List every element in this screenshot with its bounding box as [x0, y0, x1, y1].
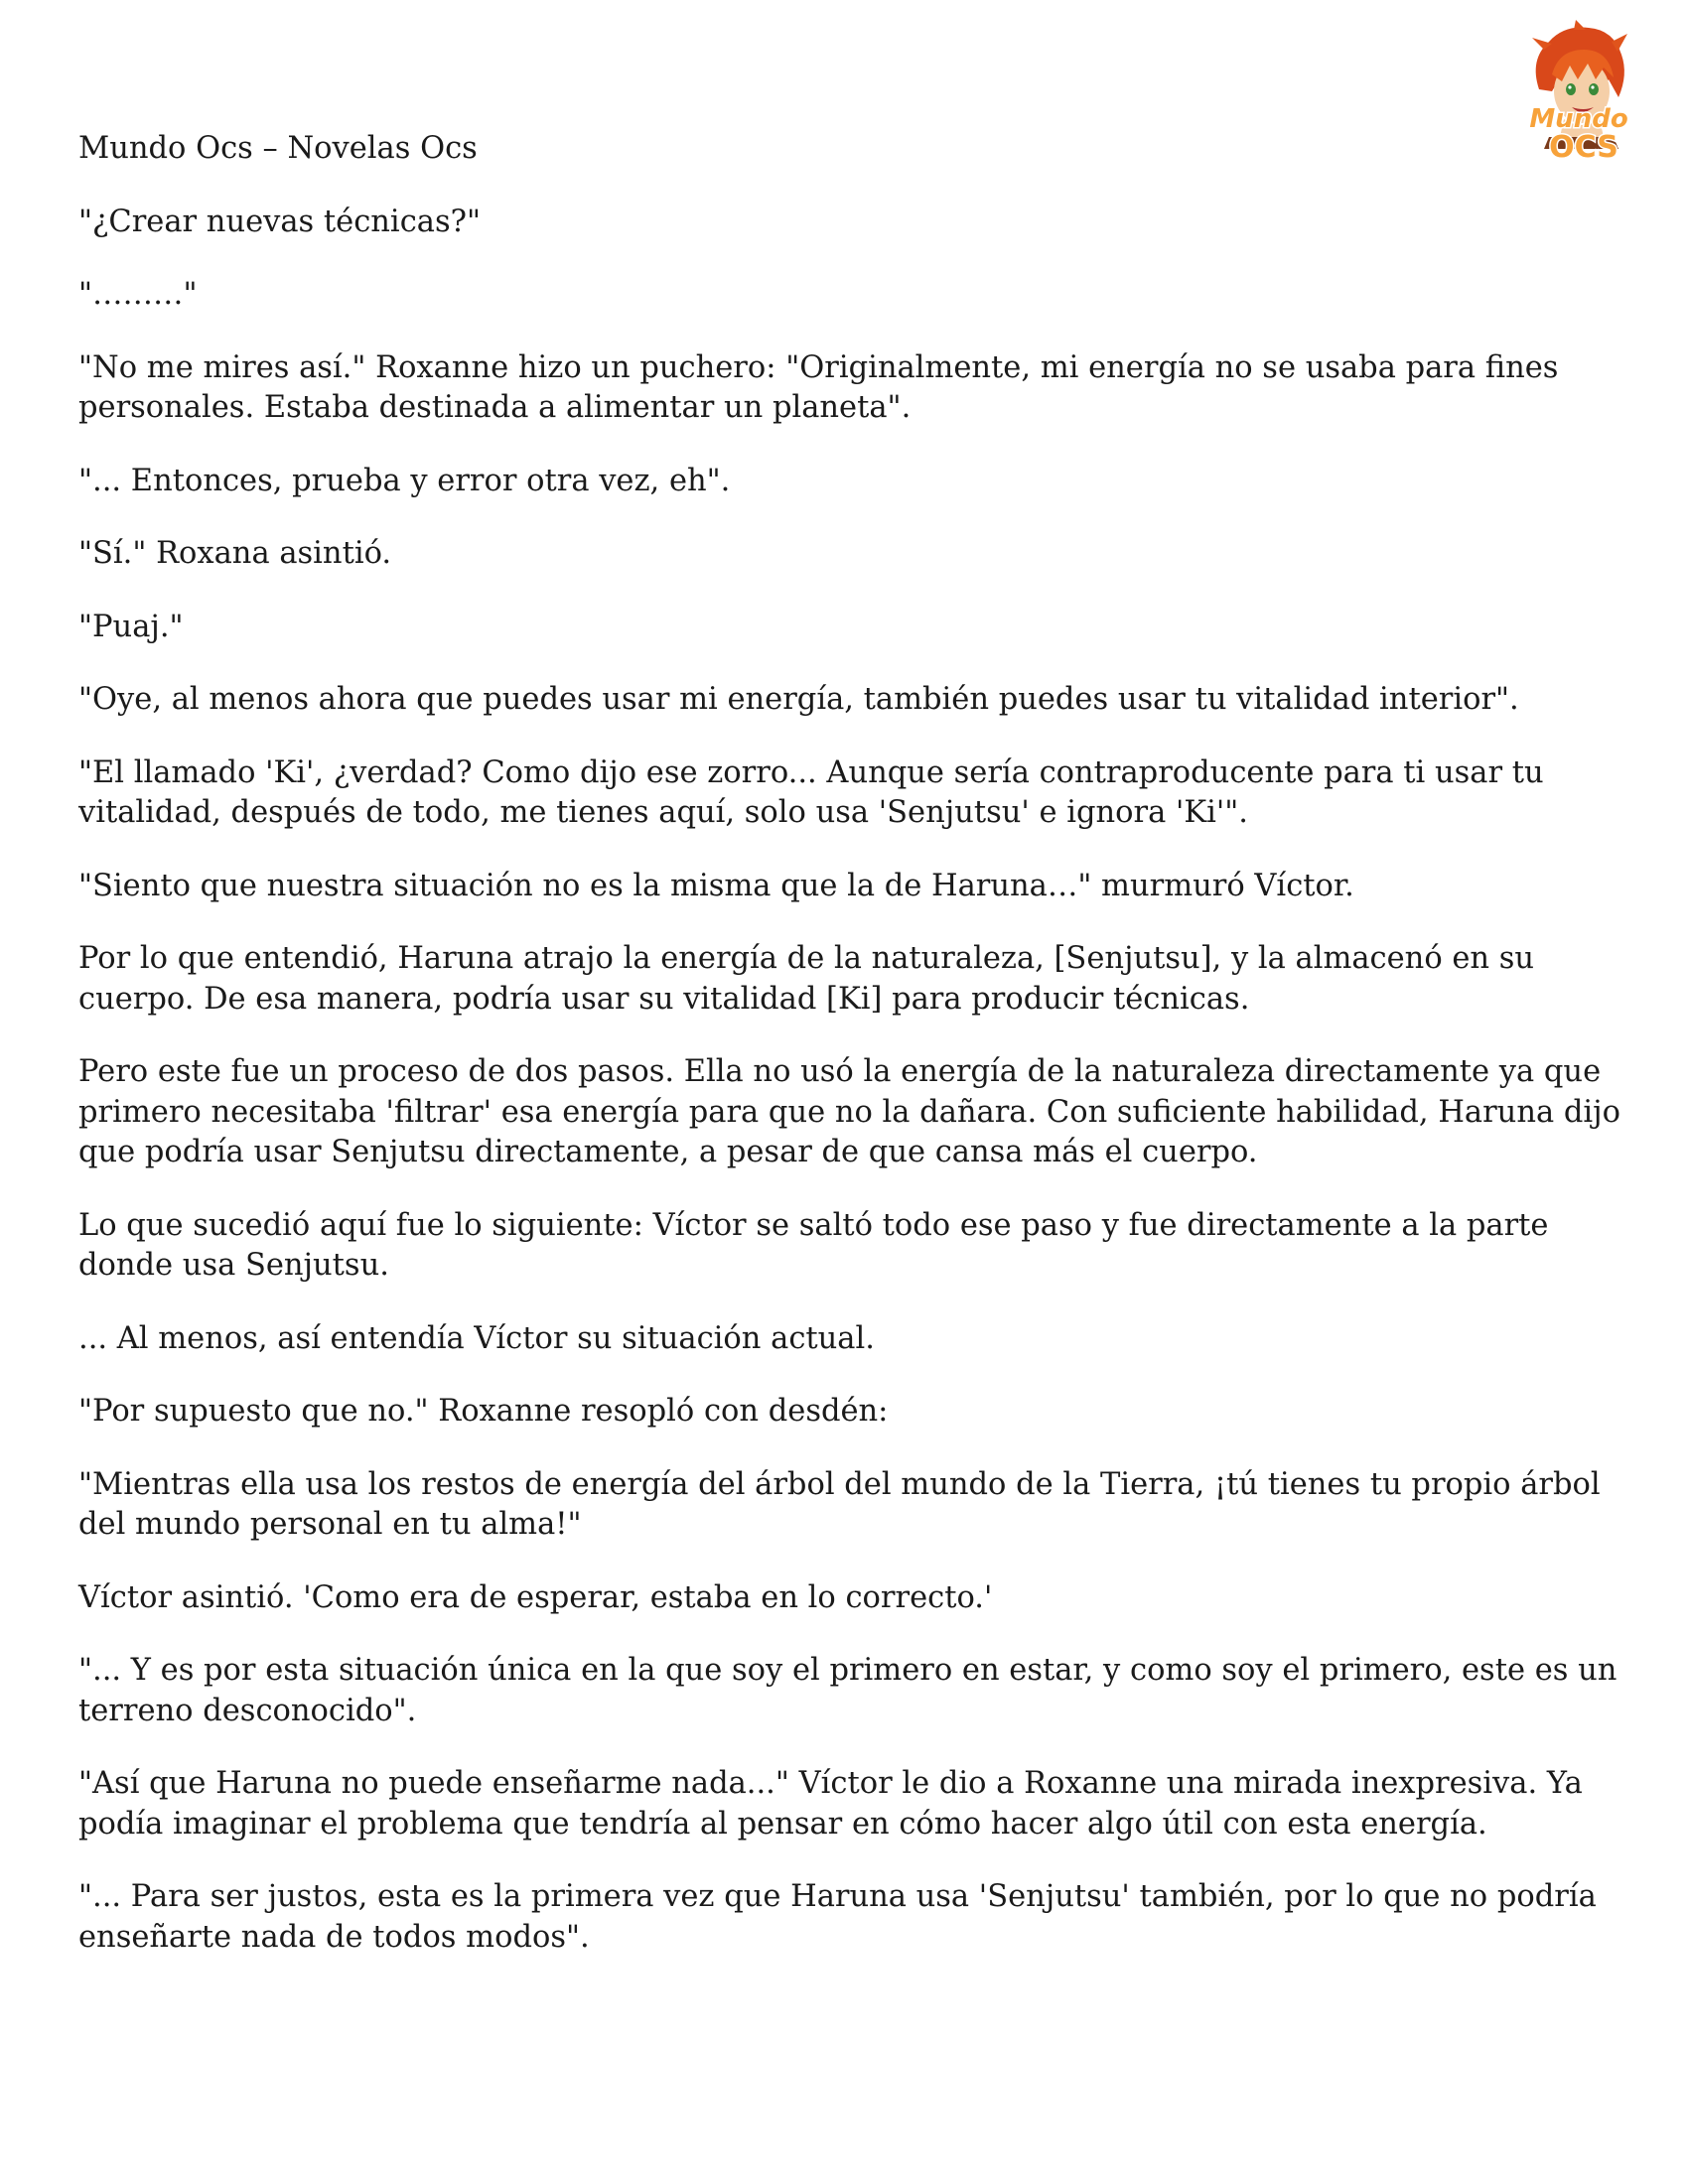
paragraph: Lo que sucedió aquí fue lo siguiente: Víctor se saltó todo ese paso y fue directamente a la parte donde usa Senjutsu.	[78, 1207, 1549, 1283]
paragraph: "El llamado 'Ki', ¿verdad? Como dijo ese zorro... Aunque sería contraproducente para ti usar tu vitalidad, después de todo, me tienes aquí, solo usa 'Senjutsu' e ignora 'Ki'".	[78, 754, 1544, 830]
paragraph: Víctor asintió. 'Como era de esperar, estaba en lo correcto.'	[78, 1579, 993, 1615]
paragraph: Por lo que entendió, Haruna atrajo la energía de la naturaleza, [Senjutsu], y la almacenó en su cuerpo. De esa manera, podría usar su vitalidad [Ki] para producir técnicas.	[78, 941, 1535, 1017]
paragraph: "Oye, al menos ahora que puedes usar mi energía, también puedes usar tu vitalidad interior".	[78, 682, 1519, 717]
paragraph: "... Para ser justos, esta es la primera vez que Haruna usa 'Senjutsu' también, por lo que no podría enseñarte nada de todos modos".	[78, 1879, 1597, 1955]
logo-text-top: Mundo	[1529, 104, 1628, 134]
paragraph: "... Entonces, prueba y error otra vez, eh".	[78, 463, 731, 498]
paragraph: "Por supuesto que no." Roxanne resopló con desdén:	[78, 1394, 889, 1429]
paragraph: "Sí." Roxana asintió.	[78, 536, 392, 571]
paragraph: "Mientras ella usa los restos de energía del árbol del mundo de la Tierra, ¡tú tienes tu propio árbol del mundo personal en tu alma!"	[78, 1466, 1601, 1542]
paragraph: "Siento que nuestra situación no es la misma que la de Haruna…" murmuró Víctor.	[78, 868, 1354, 903]
paragraph: ... Al menos, así entendía Víctor su situación actual.	[78, 1320, 875, 1356]
paragraph: "¿Crear nuevas técnicas?"	[78, 204, 481, 239]
logo-text-bottom: OCS	[1549, 130, 1618, 165]
paragraph-list	[78, 203, 1627, 1959]
paragraph: "No me mires así." Roxanne hizo un puchero: "Originalmente, mi energía no se usaba para fines personales. Estaba destinada a alimentar un planeta".	[78, 349, 1559, 425]
paragraph: "... Y es por esta situación única en la que soy el primero en estar, y como soy el primero, este es un terreno desconocido".	[78, 1653, 1618, 1728]
paragraph: "Así que Haruna no puede enseñarme nada..." Víctor le dio a Roxanne una mirada inexpresiva. Ya podía imaginar el problema que tendría al pensar en cómo hacer algo útil con esta energía.	[78, 1766, 1583, 1842]
paragraph: Pero este fue un proceso de dos pasos. Ella no usó la energía de la naturaleza directamente ya que primero necesitaba 'filtrar' esa energía para que no la dañara. Con suficiente habilidad, Haruna dijo que podría usar Senjutsu directamente, a pesar de que cansa más el cuerpo.	[78, 1054, 1620, 1169]
document-body	[78, 129, 1627, 1990]
paragraph: "………"	[78, 277, 198, 312]
site-title: Mundo Ocs – Novelas Ocs	[78, 131, 478, 166]
paragraph: "Puaj."	[78, 609, 184, 644]
